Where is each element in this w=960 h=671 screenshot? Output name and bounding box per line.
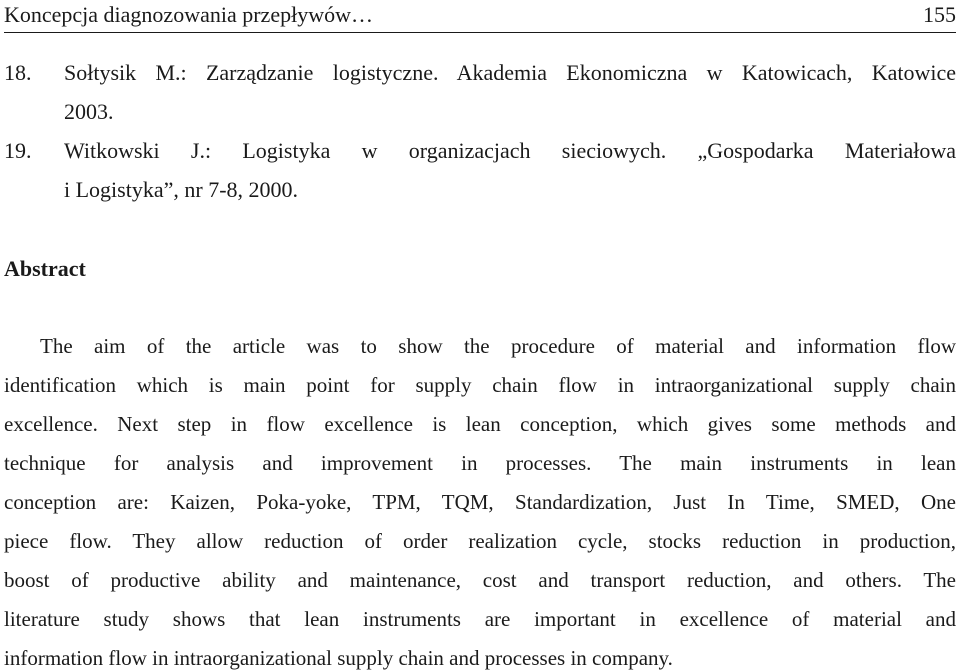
header-title: Koncepcja diagnozowania przepływów… xyxy=(4,2,373,27)
reference-number: 19. xyxy=(4,138,32,163)
abstract-line: excellence. Next step in flow excellence is lean conception, which gives some methods and xyxy=(4,412,956,436)
running-header xyxy=(4,0,956,33)
abstract-line: boost of productive ability and maintenance, cost and transport reduction, and others. The xyxy=(4,568,956,592)
abstract-line: conception are: Kaizen, Poka-yoke, TPM, TQM, Standardization, Just In Time, SMED, One xyxy=(4,490,956,514)
abstract-line: The aim of the article was to show the procedure of material and information flow xyxy=(40,334,956,358)
reference-line: Sołtysik M.: Zarządzanie logistyczne. Akademia Ekonomiczna w Katowicach, Katowice xyxy=(64,60,956,85)
reference-line: Witkowski J.: Logistyka w organizacjach sieciowych. „Gospodarka Materiałowa xyxy=(64,138,956,163)
reference-number: 18. xyxy=(4,60,32,85)
abstract-heading: Abstract xyxy=(4,256,86,281)
abstract-line: identification which is main point for supply chain flow in intraorganizational supply chain xyxy=(4,373,956,397)
reference-line: i Logistyka”, nr 7-8, 2000. xyxy=(64,177,299,202)
abstract-line: piece flow. They allow reduction of order realization cycle, stocks reduction in production, xyxy=(4,529,956,553)
abstract-line: information flow in intraorganizational supply chain and processes in company. xyxy=(4,646,673,670)
abstract-line: literature study shows that lean instruments are important in excellence of material and xyxy=(4,607,956,631)
reference-line: 2003. xyxy=(64,99,114,124)
page-number: 155 xyxy=(923,2,956,27)
abstract-line: technique for analysis and improvement in processes. The main instruments in lean xyxy=(4,451,956,475)
